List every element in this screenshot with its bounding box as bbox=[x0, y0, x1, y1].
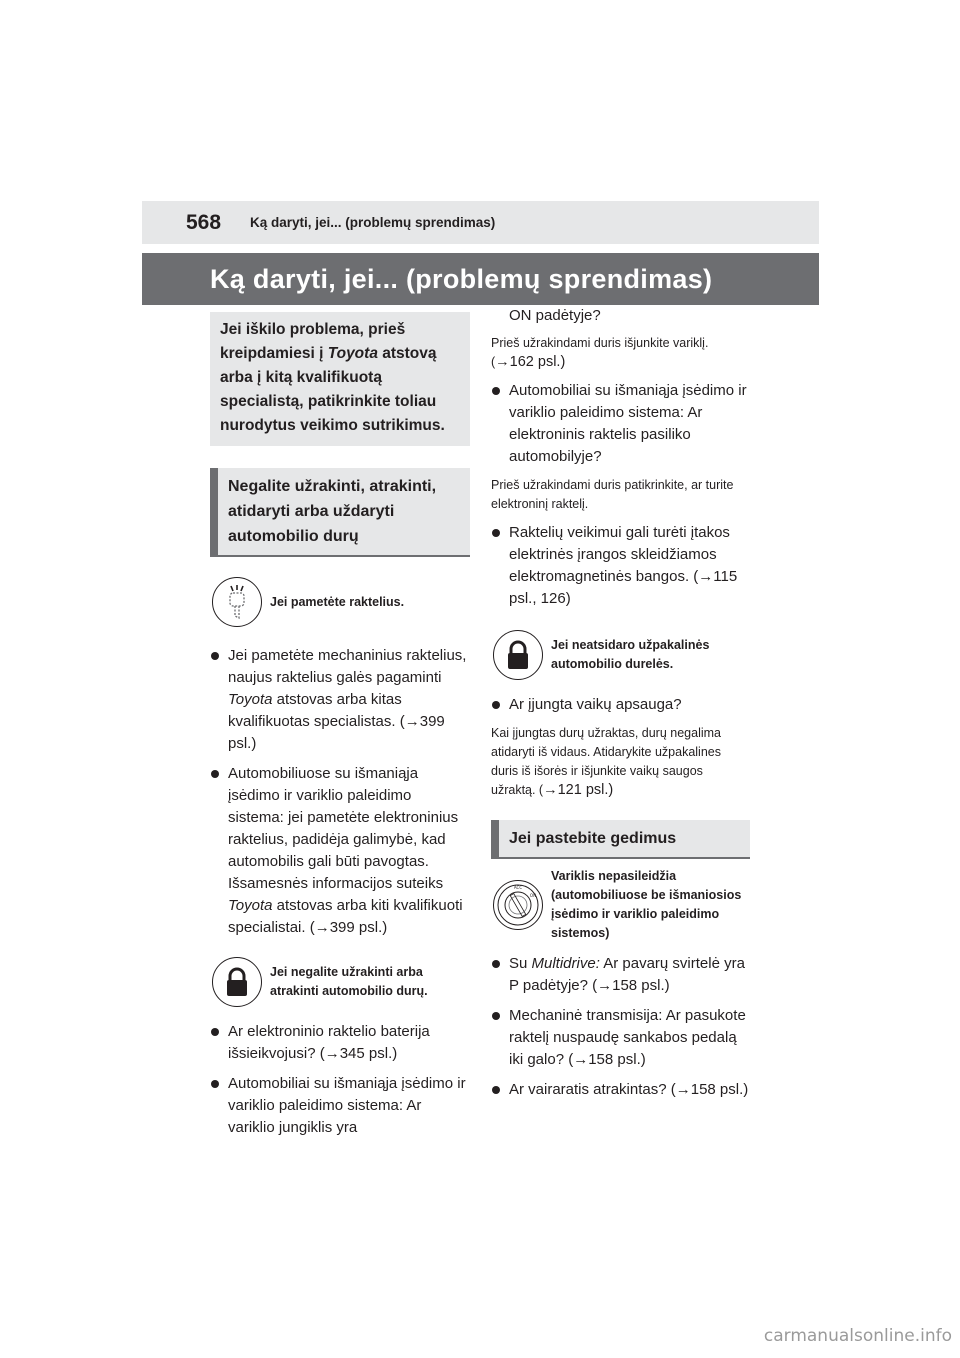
note-check-key-text: Prieš užrakindami duris patikrinkite, ar turite elektroninį raktelį. bbox=[491, 478, 734, 511]
bullet-multidrive-pre: Su bbox=[509, 955, 532, 972]
page-number: 568 bbox=[186, 210, 222, 234]
key-question-icon bbox=[212, 577, 262, 627]
padlock-icon bbox=[212, 957, 262, 1007]
bullet-multidrive-text: Ar pavarų svirtelė yra P padėtyje? (→158 psl.) bbox=[509, 955, 745, 994]
bullet-electronic-keys bbox=[210, 763, 470, 939]
lost-keys-row bbox=[212, 577, 470, 627]
intro-brand: Toyota bbox=[327, 345, 378, 362]
bullet-mechanical-keys-end: atstovas arba kitas kvalifikuotas specialistas. (→399 psl.) bbox=[228, 691, 445, 752]
note-check-key bbox=[491, 476, 750, 514]
bullet-mechanical-keys-brand: Toyota bbox=[228, 691, 273, 708]
intro-box bbox=[210, 312, 470, 446]
bullet-battery bbox=[210, 1021, 470, 1065]
lock-label: Jei negalite užrakinti arba atrakinti automobilio durų. bbox=[270, 965, 428, 998]
ignition-switch-icon bbox=[493, 880, 543, 930]
note-child-lock-text: Kai įjungtas durų užraktas, durų negalima atidaryti iš vidaus. Atidarykite užpakalines duris iš išorės ir išjunkite vaikų saugos užraktą. ( bbox=[491, 726, 721, 797]
continued-text: ON padėtyje? bbox=[509, 307, 601, 324]
section-title-malfunction bbox=[491, 820, 750, 859]
chapter-title: Ką daryti, jei... (problemų sprendimas) bbox=[210, 263, 713, 294]
lost-keys-label: Jei pametėte raktelius. bbox=[270, 594, 405, 609]
bullet-interference bbox=[491, 522, 750, 610]
bullet-engine-switch-text: Automobiliai su išmaniąja įsėdimo ir variklio paleidimo sistema: Ar variklio jungiklis yra bbox=[228, 1075, 466, 1136]
bullet-multidrive-italic: Multidrive: bbox=[531, 955, 600, 972]
bullet-multidrive bbox=[491, 953, 750, 997]
svg-text:ON: ON bbox=[529, 893, 537, 898]
note-engine-off bbox=[491, 334, 750, 372]
bullet-electronic-keys-text: Automobiliuose su išmaniąja įsėdimo ir variklio paleidimo sistema: jei pametėte elektroninius raktelius, padidėja galimybė, kad automobilis gali būti pavogtas. Išsamesnės informacijos suteiks bbox=[228, 765, 459, 892]
bullet-steering-lock bbox=[491, 1079, 750, 1101]
chapter-title-bar bbox=[142, 253, 819, 305]
section-title-malfunction-text: Jei pastebite gedimus bbox=[509, 830, 677, 847]
padlock-icon bbox=[493, 630, 543, 680]
rear-door-row bbox=[493, 630, 750, 680]
section-title-doors-text: Negalite užrakinti, atrakinti, atidaryti arba uždaryti automobilio durų bbox=[228, 478, 437, 545]
right-column bbox=[491, 305, 750, 1101]
bullet-manual-transmission-text: Mechaninė transmisija: Ar pasukote raktelį nuspaudę sankabos pedalą iki galo? (→158 psl.) bbox=[509, 1007, 746, 1068]
left-column bbox=[210, 312, 470, 1139]
engine-label: Variklis nepasileidžia (automobiliuose be išmaniosios įsėdimo ir variklio paleidimo sistemos) bbox=[551, 869, 742, 940]
bullet-child-lock bbox=[491, 694, 750, 716]
bullet-child-lock-text: Ar įjungta vaikų apsauga? bbox=[509, 696, 682, 713]
bullet-manual-transmission bbox=[491, 1005, 750, 1071]
rear-door-label: Jei neatsidaro užpakalinės automobilio durelės. bbox=[551, 638, 710, 671]
bullet-engine-switch bbox=[210, 1073, 470, 1139]
bullet-mechanical-keys bbox=[210, 645, 470, 755]
engine-row bbox=[493, 867, 750, 943]
watermark: carmanualsonline.info bbox=[763, 1326, 952, 1346]
bullet-key-inside-text: Automobiliai su išmaniąja įsėdimo ir variklio paleidimo sistema: Ar elektroninis raktelis pasiliko automobilyje? bbox=[509, 382, 747, 465]
bullet-electronic-keys-brand: Toyota bbox=[228, 897, 273, 914]
section-title-doors bbox=[210, 468, 470, 557]
bullet-battery-text: Ar elektroninio raktelio baterija išsieikvojusi? (→345 psl.) bbox=[228, 1023, 430, 1062]
bullet-electronic-keys-end: atstovas arba kiti kvalifikuoti specialistai. (→399 psl.) bbox=[228, 897, 463, 936]
bullet-interference-text: Raktelių veikimui gali turėti įtakos elektrinės įrangos skleidžiamos elektromagnetinės bangos. (→115 psl., 126) bbox=[509, 524, 738, 607]
intro-text-end: atstovą arba į kitą kvalifikuotą specialistą, patikrinkite toliau nurodytus veikimo sutrikimus. bbox=[220, 345, 445, 434]
note-engine-off-text: Prieš užrakindami duris išjunkite variklį. ( bbox=[491, 336, 709, 369]
bullet-key-inside bbox=[491, 380, 750, 468]
running-title: Ką daryti, jei... (problemų sprendimas) bbox=[250, 215, 496, 230]
lock-row bbox=[212, 957, 470, 1007]
bullet-mechanical-keys-text: Jei pametėte mechaninius raktelius, naujus raktelius galės pagaminti bbox=[228, 647, 467, 686]
svg-text:ACC: ACC bbox=[513, 885, 523, 890]
note-child-lock-ref: →121 psl.) bbox=[543, 782, 614, 798]
running-header bbox=[142, 201, 819, 244]
intro-text: Jei iškilo problema, prieš kreipdamiesi į bbox=[220, 321, 406, 362]
note-engine-off-ref: →162 psl.) bbox=[495, 354, 566, 370]
bullet-steering-lock-text: Ar vairaratis atrakintas? (→158 psl.) bbox=[509, 1081, 749, 1098]
note-child-lock bbox=[491, 724, 750, 800]
